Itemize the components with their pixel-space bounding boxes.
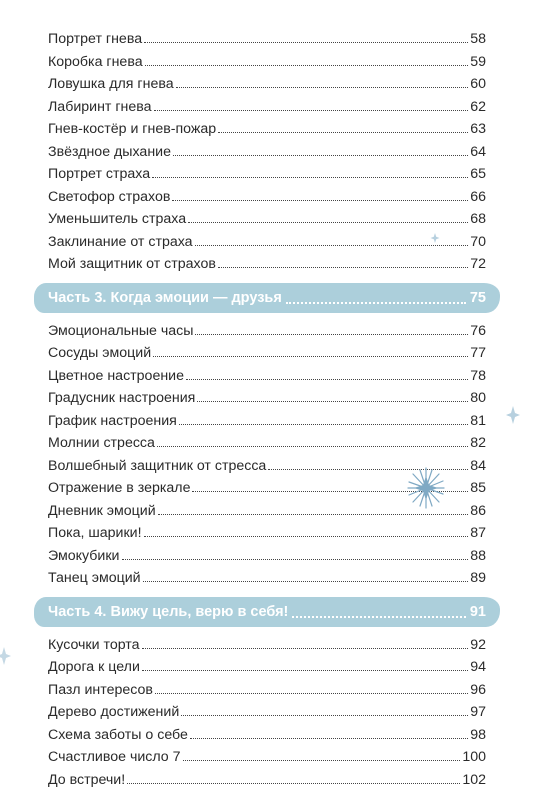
entry-page-number: 92: [470, 636, 486, 653]
entry-page-number: 72: [470, 256, 486, 272]
entry-page-number: 89: [470, 570, 486, 586]
toc-entry[interactable]: [48, 163, 486, 186]
toc-entry[interactable]: [48, 567, 486, 590]
toc-entry[interactable]: [48, 634, 486, 657]
entry-page-number: 78: [470, 367, 486, 384]
entry-title: Гнев-костёр и гнев-пожар: [48, 121, 217, 137]
toc-entry[interactable]: [48, 208, 486, 231]
toc-entry[interactable]: [48, 724, 486, 747]
leader-dots: [142, 648, 469, 649]
leader-dots: [218, 267, 468, 268]
entry-title: Счастливое число 7: [48, 749, 181, 765]
leader-dots: [144, 42, 468, 43]
entry-page-number: 63: [470, 121, 486, 137]
entry-page-number: 70: [470, 233, 486, 250]
toc-entry[interactable]: [48, 51, 486, 74]
part-2-list: [48, 28, 486, 276]
entry-title: Портрет гнева: [48, 31, 143, 47]
leader-dots: [153, 356, 468, 357]
leader-dots: [142, 670, 468, 671]
toc-entry[interactable]: [48, 365, 486, 388]
toc-entry[interactable]: [48, 231, 486, 254]
entry-page-number: 88: [470, 547, 486, 564]
entry-page-number: 87: [470, 525, 486, 541]
toc-entry[interactable]: [48, 253, 486, 276]
table-of-contents: [48, 28, 486, 791]
entry-page-number: 82: [470, 435, 486, 451]
toc-entry[interactable]: [48, 769, 486, 792]
entry-page-number: 64: [470, 143, 486, 160]
toc-entry[interactable]: [48, 432, 486, 455]
entry-page-number: 62: [470, 98, 486, 115]
leader-dots: [186, 379, 468, 380]
toc-entry[interactable]: [48, 28, 486, 51]
entry-title: Портрет страха: [48, 166, 151, 182]
entry-title: Волшебный защитник от стресса: [48, 457, 267, 474]
toc-entry[interactable]: [48, 387, 486, 410]
toc-entry[interactable]: [48, 746, 486, 769]
part-4-list: [48, 634, 486, 792]
leader-dots: [122, 559, 469, 560]
toc-entry[interactable]: [48, 320, 486, 343]
entry-page-number: 94: [470, 659, 486, 675]
entry-title: Дневник эмоций: [48, 502, 156, 519]
entry-page-number: 85: [470, 480, 486, 496]
star-decoration-icon: [406, 466, 446, 510]
entry-title: Пока, шарики!: [48, 525, 142, 541]
entry-page-number: 66: [470, 188, 486, 205]
entry-page-number: 100: [462, 749, 486, 765]
leader-dots: [188, 222, 468, 223]
leader-dots: [195, 245, 469, 246]
edge-star-icon: [0, 646, 12, 666]
leader-dots: [154, 110, 469, 111]
entry-title: Кусочки торта: [48, 636, 140, 653]
toc-entry[interactable]: [48, 342, 486, 365]
leader-dots: [155, 693, 468, 694]
entry-title: Эмоциональные часы: [48, 322, 194, 339]
toc-entry[interactable]: [48, 410, 486, 433]
part-3-list: [48, 320, 486, 590]
entry-title: Заклинание от страха: [48, 233, 193, 250]
toc-entry[interactable]: [48, 141, 486, 164]
entry-page-number: 102: [462, 771, 486, 788]
leader-dots: [173, 155, 468, 156]
toc-entry[interactable]: [48, 656, 486, 679]
entry-page-number: 59: [470, 53, 486, 70]
leader-dots: [143, 581, 469, 582]
entry-title: Мой защитник от страхов: [48, 256, 216, 272]
entry-page-number: 65: [470, 166, 486, 182]
toc-entry[interactable]: [48, 186, 486, 209]
entry-page-number: 84: [470, 457, 486, 474]
entry-title: Схема заботы о себе: [48, 726, 188, 743]
leader-dots: [197, 401, 468, 402]
toc-entry[interactable]: [48, 118, 486, 141]
entry-page-number: 58: [470, 31, 486, 47]
entry-page-number: 77: [470, 345, 486, 361]
leader-dots: [183, 760, 461, 761]
small-star-icon: [505, 405, 521, 425]
entry-page-number: 68: [470, 211, 486, 227]
entry-page-number: 60: [470, 76, 486, 92]
leader-dots: [172, 200, 468, 201]
toc-entry[interactable]: [48, 679, 486, 702]
entry-title: График настроения: [48, 412, 177, 429]
leader-dots: [158, 514, 469, 515]
leader-dots: [181, 715, 468, 716]
entry-page-number: 98: [470, 726, 486, 743]
entry-title: Цветное настроение: [48, 367, 184, 384]
entry-title: Отражение в зеркале: [48, 480, 191, 496]
tiny-star-icon: [430, 232, 440, 244]
entry-page-number: 97: [470, 704, 486, 720]
entry-title: До встречи!: [48, 771, 126, 788]
leader-dots: [144, 536, 469, 537]
section-title: Часть 3. Когда эмоции — друзья: [48, 289, 282, 306]
toc-entry[interactable]: [48, 545, 486, 568]
entry-page-number: 81: [470, 412, 486, 429]
leader-dots: [152, 177, 468, 178]
entry-title: Ловушка для гнева: [48, 76, 174, 92]
entry-title: Звёздное дыхание: [48, 143, 171, 160]
section-page-number: 91: [469, 603, 486, 620]
entry-title: Танец эмоций: [48, 570, 141, 586]
entry-title: Сосуды эмоций: [48, 345, 152, 361]
leader-dots: [218, 132, 468, 133]
entry-page-number: 86: [470, 502, 486, 519]
section-header-part-3[interactable]: [34, 283, 500, 313]
entry-title: Коробка гнева: [48, 53, 143, 70]
entry-title: Уменьшитель страха: [48, 211, 187, 227]
leader-dots: [176, 87, 469, 88]
leader-dots: [145, 65, 469, 66]
section-title: Часть 4. Вижу цель, верю в себя!: [48, 603, 289, 620]
leader-dots: [286, 302, 466, 304]
section-page-number: 75: [469, 289, 486, 306]
entry-page-number: 80: [470, 390, 486, 406]
leader-dots: [127, 783, 460, 784]
entry-title: Светофор страхов: [48, 188, 171, 205]
toc-entry[interactable]: [48, 73, 486, 96]
entry-title: Эмокубики: [48, 547, 120, 564]
leader-dots: [157, 446, 468, 447]
toc-entry[interactable]: [48, 96, 486, 119]
leader-dots: [179, 424, 468, 425]
entry-title: Пазл интересов: [48, 681, 153, 698]
section-header-part-4[interactable]: [34, 597, 500, 627]
leader-dots: [195, 334, 468, 335]
leader-dots: [190, 738, 468, 739]
entry-title: Дорога к цели: [48, 659, 140, 675]
toc-entry[interactable]: [48, 522, 486, 545]
entry-page-number: 76: [470, 322, 486, 339]
entry-title: Градусник настроения: [48, 390, 196, 406]
entry-title: Дерево достижений: [48, 704, 180, 720]
entry-page-number: 96: [470, 681, 486, 698]
entry-title: Молнии стресса: [48, 435, 155, 451]
leader-dots: [292, 616, 465, 618]
entry-title: Лабиринт гнева: [48, 98, 152, 115]
toc-entry[interactable]: [48, 701, 486, 724]
